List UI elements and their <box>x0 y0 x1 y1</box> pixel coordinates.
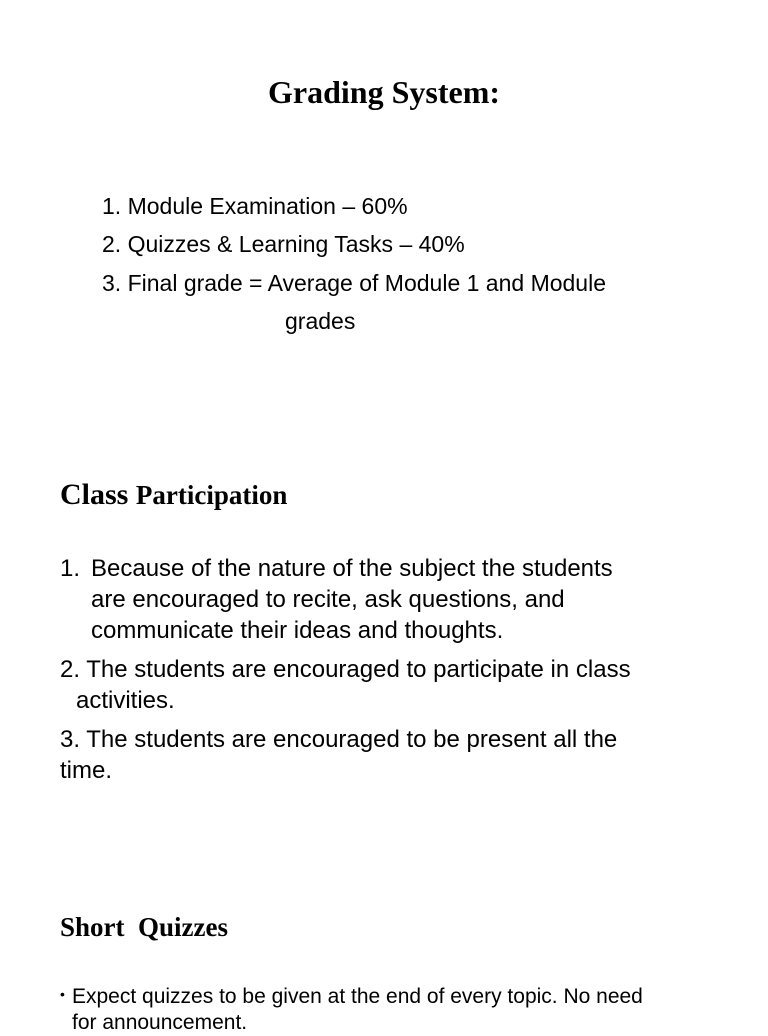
grading-item-2: 2. Quizzes & Learning Tasks – 40% <box>102 231 465 257</box>
participation-item-3-line-1: 3. The students are encouraged to be present all the <box>60 726 618 753</box>
participation-item-1-line-3: communicate their ideas and thoughts. <box>91 617 504 644</box>
short-quizzes-heading: Short Quizzes <box>60 912 228 942</box>
grading-item-1: 1. Module Examination – 60% <box>102 193 408 219</box>
participation-item-3-line-2: time. <box>60 757 113 784</box>
class-participation-heading-word-2: Participation <box>135 480 288 510</box>
short-quizzes-bullet-line-1: Expect quizzes to be given at the end of every topic. No need <box>72 985 643 1008</box>
participation-item-2-line-1: 2. The students are encouraged to participate in class <box>60 656 631 683</box>
grading-item-3-continuation: grades <box>285 308 356 334</box>
participation-item-1-number: 1. <box>60 555 81 582</box>
class-participation-heading <box>60 478 287 512</box>
grading-item-3: 3. Final grade = Average of Module 1 and Module <box>102 270 607 296</box>
participation-item-2-line-2: activities. <box>76 687 175 714</box>
participation-item-1-line-2: are encouraged to recite, ask questions, and <box>91 586 565 613</box>
short-quizzes-bullet-line-2: for announcement. <box>72 1011 248 1034</box>
class-participation-heading-word-1: Class <box>60 478 129 511</box>
participation-item-1-line-1: Because of the nature of the subject the students <box>91 555 613 582</box>
bullet-dot-icon: • <box>60 986 65 1002</box>
grading-system-heading: Grading System: <box>268 74 500 110</box>
